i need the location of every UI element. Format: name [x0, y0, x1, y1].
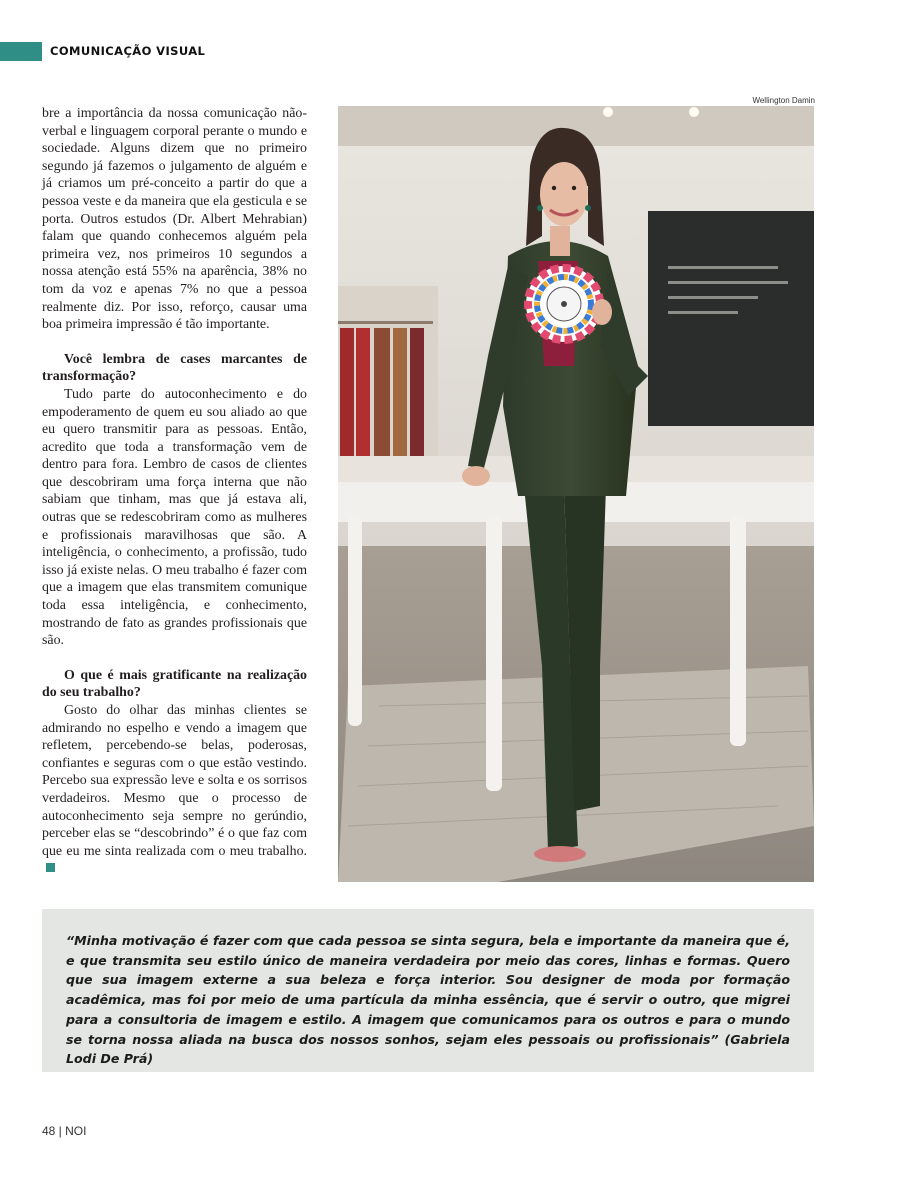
section-accent-bar: [0, 42, 42, 61]
color-wheel-illustration: [526, 266, 602, 342]
photo-credit: Wellington Damin: [752, 96, 815, 105]
portrait-photo: [338, 106, 814, 882]
page-folio: 48 | NOI: [42, 1124, 87, 1138]
article-question-gratifying: O que é mais gratificante na realização do seu trabalho?: [42, 667, 307, 701]
article-paragraph-intro: bre a importância da nossa comunicação não-verbal e linguagem corporal perante o mundo e sociedade. Alguns dizem que no primeiro segundo já fazemos o julgamento de alguém e já criamos um pré-conceito a partir do que a pessoa veste e da maneira que ela gesticula e se porta. Outros estudos (Dr. Albert Mehrabian) falam que quando conhecemos alguém pela primeira vez, nos primeiros 10 segundos a nossa atenção está 55% na aparência, 38% no tom da voz e apenas 7% no que a pessoa realmente diz. Por isso, reforço, causar uma boa primeira impressão é tão importante.: [42, 106, 307, 333]
article-answer-cases: Tudo parte do autoconhecimento e do empoderamento de quem eu sou aliado ao que eu quero transmitir para as pessoas. Então, acredito que toda a transformação vem de dentro para fora. Lembro de casos de clientes que descobriram uma força interna que não sabiam que tinham, mas que já estava ali, outras que se redescobriram como as mulheres e profissionais maravilhosas que são. A inteligência, o conhecimento, a profissão, tudo isso já existe nelas. O meu trabalho é fazer com que a imagem que elas transmitem comunique toda essa inteligência, e conhecimento, mostrando de fato as grandes profissionais que são.: [42, 386, 307, 649]
pull-quote-box: [42, 909, 814, 1072]
article-column: [42, 105, 307, 878]
pull-quote-text: “Minha motivação é fazer com que cada pessoa se sinta segura, bela e importante da maneira que é, e que transmita seu estilo único de maneira verdadeira por meio das cores, linhas e formas. Quero que sua imagem externe a sua beleza e força interior. Sou designer de moda por formação acadêmica, mas foi por meio de uma partícula da minha essência, que é servir o outro, que migrei para a consultoria de imagem e estilo. A imagem que comunicamos para os outros e para o mundo se torna nossa aliada na busca dos nossos sonhos, sejam eles pessoais ou profissionais” (Gabriela Lodi De Prá): [66, 933, 790, 1067]
portrait-photo-illustration: [338, 106, 814, 882]
end-of-article-mark: [46, 863, 55, 872]
article-question-cases: Você lembra de cases marcantes de transformação?: [42, 351, 307, 385]
article-answer-gratifying-text: Gosto do olhar das minhas clientes se admirando no espelho e vendo a imagem que refletem, percebendo-se belas, poderosas, confiantes e seguras com o que estão vestindo. Percebo sua expressão leve e solta e os sorrisos verdadeiros. Mesmo que o processo de autoconhecimento seja sempre no gerúndio, perceber elas se “descobrindo” é o que faz com que eu me sinta realizada com o meu trabalho.: [42, 703, 307, 859]
section-title: COMUNICAÇÃO VISUAL: [50, 44, 206, 58]
article-answer-gratifying: [42, 702, 307, 878]
